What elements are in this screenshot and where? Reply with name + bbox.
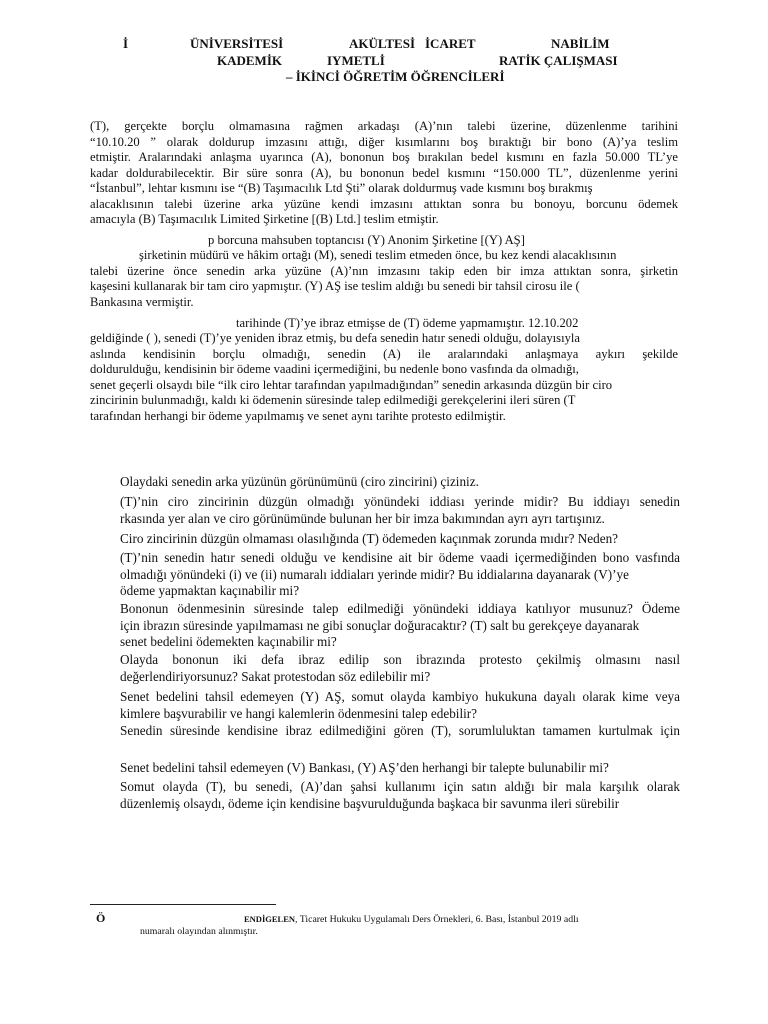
question-line: Senet bedelini tahsil edemeyen (Y) AŞ, somut olayda kambiyo hukukuna dayalı olarak kime veya [120, 689, 680, 704]
header-fragment: İ [123, 36, 129, 51]
text-line: aslında kendisinin borçlu olmadığı, senedin (A) ile aralarındaki anlaşmaya aykırı şekilde [90, 346, 678, 361]
question-4 [120, 550, 680, 600]
text-line: zincirinin bulunmadığı, kaldı ki ödemenin süresinde talep edilmediği gerekçelerini ileri süren (T [90, 393, 576, 407]
question-7 [120, 689, 680, 722]
header-fragment: RATİK ÇALIŞMASI [499, 53, 618, 68]
question-line: senet bedelini ödemekten kaçınabilir mi? [120, 634, 337, 649]
question-2 [120, 494, 680, 527]
question-line: Senet bedelini tahsil edemeyen (V) Bankası, (Y) AŞ’den herhangi bir talepte bulunabilir mi? [120, 760, 609, 775]
question-line: (T)’nin senedin hatır senedi olduğu ve kendisine ait bir ödeme vaadi içermediğinden bono vasfında [120, 550, 680, 565]
text-line: tarihinde (T)’ye ibraz etmişse de (T) ödeme yapmamıştır. 12.10.202 [236, 316, 579, 330]
header-fragment: ÜNİVERSİTESİ [190, 36, 284, 51]
footnote-line-2: numaralı olayından alınmıştır. [140, 926, 258, 937]
question-line: ödeme yapmaktan kaçınabilir mi? [120, 583, 300, 598]
question-1 [120, 474, 680, 491]
text-line: şirketinin müdürü ve hâkim ortağı (M), senedi teslim etmeden önce, bu kez kendi alacaklısının [139, 248, 617, 262]
text-line: senet geçerli olsaydı bile “ilk ciro lehtar tarafından yapılmadığından” senedin arkasında düzgün bir ciro [90, 377, 613, 392]
header-fragment: KADEMİK [217, 53, 282, 68]
header-fragment: İCARET [425, 36, 476, 51]
question-line: Olayda bononun iki defa ibraz edilip son ibrazında protesto çekilmiş olmasını nasıl [120, 652, 680, 667]
question-5 [120, 601, 680, 651]
question-6 [120, 652, 680, 685]
text-line: “İstanbul”, lehtar kısmını ise “(B) Taşımacılık Ltd Şti” olarak doldurmuş vade kısmını boş bırakmış [90, 181, 593, 195]
text-line: kadar doldurabilecektir. Bir süre sonra (A), bu bononun bedel kısmını “150.000 TL”, düzenlenme yerini [90, 165, 678, 180]
text-line: Bankasına vermiştir. [90, 294, 194, 309]
question-line: Somut olayda (T), bu senedi, (A)’dan şahsi kullanımı için satın aldığı bir mala karşılık olarak [120, 779, 680, 794]
question-line: rkasında yer alan ve ciro görünümünde bulunan her bir imza bakımından ayrı ayrı tartışınız. [120, 510, 605, 526]
footnote-line-1 [244, 914, 579, 925]
footnote-citation: , Ticaret Hukuku Uygulamalı Ders Örnekleri, 6. Bası, İstanbul 2019 adlı [295, 914, 579, 925]
question-8 [120, 723, 680, 740]
text-line: tarafından herhangi bir ödeme yapılmamış ve senet aynı tarihte protesto edilmiştir. [90, 408, 506, 423]
question-line: (T)’nin ciro zincirinin düzgün olmadığı yönündeki iddiası yerinde midir? Bu iddiayı senedin [120, 494, 680, 509]
question-10 [120, 779, 680, 812]
text-line: alacaklısının talebi üzerine arka yüzüne kendi imzasını attıktan sonra bu bonoyu, borcunu ödemek [90, 196, 678, 211]
text-line: amacıyla (B) Taşımacılık Limited Şirketine [(B) Ltd.] teslim etmiştir. [90, 212, 439, 226]
case-paragraph-2 [90, 248, 678, 310]
question-line: kimlere başvurabilir ve hangi kalemlerin ödenmesini talep edebilir? [120, 705, 478, 721]
question-9 [120, 760, 680, 777]
header-fragment: AKÜLTESİ [349, 36, 415, 51]
question-3 [120, 531, 680, 548]
text-line: etmiştir. Aralarındaki anlaşma uyarınca (A), bononun boş bırakılan bedel kısmını en fazla 50.000 TL’ye [90, 150, 678, 164]
case-paragraph-1 [90, 119, 678, 228]
question-line: Ciro zincirinin düzgün olmaması olasılığında (T) ödemeden kaçınmak zorunda mıdır? Neden? [120, 531, 619, 546]
text-line: p borcuna mahsuben toptancısı (Y) Anonim Şirketine [(Y) AŞ] [208, 233, 525, 247]
header-fragment: NABİLİM [551, 36, 610, 51]
question-line: için ibrazın süresinde yapılmaması ne gibi sonuçlar doğuracaktır? (T) salt bu gerekçeye dayanarak [120, 617, 640, 633]
question-line: değerlendiriyorsunuz? Sakat protestodan söz edilebilir mi? [120, 668, 431, 684]
header-fragment: IYMETLİ [327, 53, 385, 68]
text-line: talebi üzerine önce senedin arka yüzüne (A)’nın imzasını takip eden bir imza attıktan sonra, şirketin [90, 263, 678, 278]
header-subtitle: – İKİNCİ ÖĞRETİM ÖĞRENCİLERİ [286, 69, 505, 84]
question-line: Bononun ödenmesinin süresinde talep edilmediği yönündeki iddiaya katılıyor musunuz? Ödeme [120, 601, 680, 616]
text-line: geldiğinde ( ), senedi (T)’ye yeniden ibraz etmiş, bu defa senedin hatır senedi olduğu, dolayısıyla [90, 331, 580, 345]
text-line: kaşesini kullanarak bir tam ciro yapmıştır. (Y) AŞ ise teslim aldığı bu senedi bir tahsil cirosu ile ( [90, 279, 580, 293]
text-line: “10.10.20 ” olarak doldurup imzasını attığı, diğer kısımlarını boş bıraktığı bir bono (A)’ya teslim [90, 134, 678, 149]
footnote-author: ENDİGELEN [244, 914, 296, 924]
footnote-divider [90, 904, 276, 905]
question-line: olmadığı yönündeki (i) ve (ii) numaralı iddiaları yerinde midir? Bu iddialarına dayanarak (V)’ye [120, 566, 630, 582]
footnote-mark: Ö [96, 911, 106, 925]
text-line: (T), gerçekte borçlu olmamasına rağmen arkadaşı (A)’nın talebi üzerine, düzenlenme tarihini [90, 119, 678, 133]
question-line: düzenlemiş olsaydı, ödeme için kendisine başvurulduğunda başkaca bir savunma ileri sürebilir [120, 795, 620, 811]
question-line: Olaydaki senedin arka yüzünün görünümünü (ciro zincirini) çiziniz. [120, 474, 479, 489]
text-line: doldurulduğu, kendisinin bir ödeme vaadini içermediğini, bu nedenle bono vasfında da olmadığı, [90, 362, 579, 376]
case-paragraph-3 [90, 331, 678, 424]
question-line: Senedin süresinde kendisine ibraz edilmediğini gören (T), sorumluluktan tamamen kurtulmak için [120, 723, 680, 738]
